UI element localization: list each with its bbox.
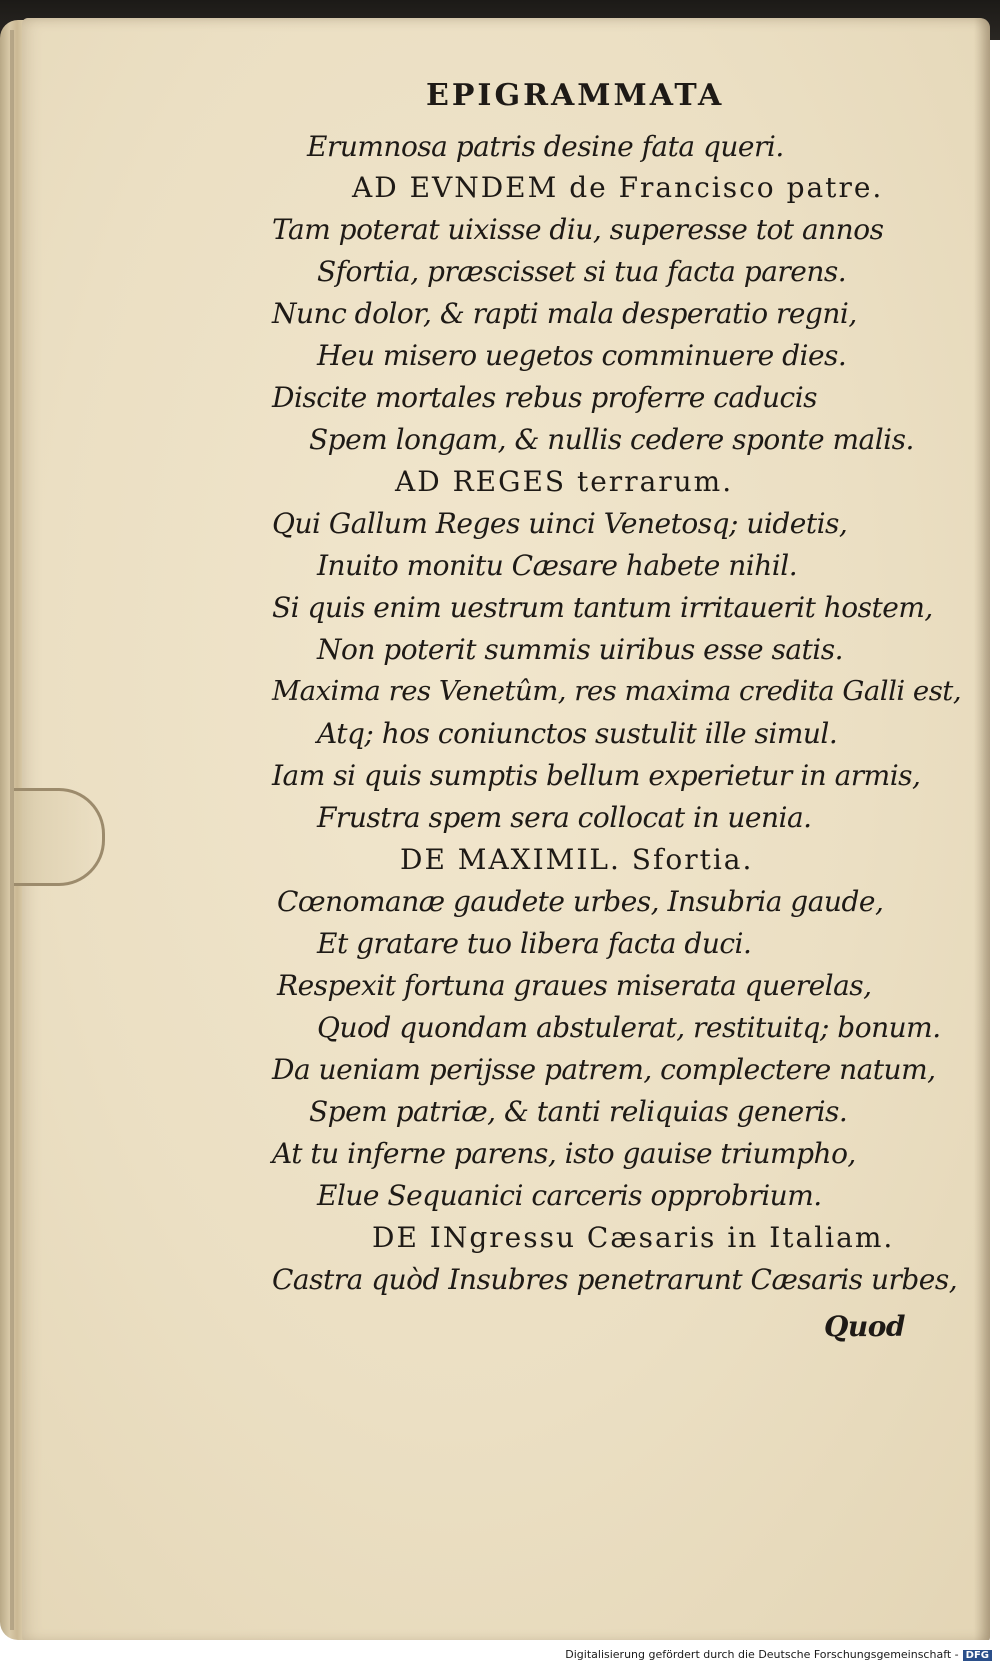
verse-line: Et gratare tuo libera facta duci.	[317, 927, 752, 960]
catchword: Quod	[824, 1310, 906, 1343]
verse-line: Nunc dolor, & rapti mala desperatio regni,	[272, 297, 857, 330]
verse-line: Spem patriæ, & tanti reliquias generis.	[309, 1095, 848, 1128]
verse-line: Sfortia, præscisset si tua facta parens.	[317, 255, 847, 288]
verse-line: Non poterit summis uiribus esse satis.	[317, 633, 843, 666]
verse-line: Erumnosa patris desine fata queri.	[307, 130, 784, 163]
section-heading: AD REGES terrarum.	[395, 465, 734, 498]
verse-line: Maxima res Venetûm, res maxima credita Galli est,	[272, 675, 962, 707]
verse-line: Spem longam, & nullis cedere sponte malis.	[309, 423, 914, 456]
verse-line: Discite mortales rebus proferre caducis	[272, 381, 818, 414]
verse-line: Quod quondam abstulerat, restituitq; bonum.	[317, 1011, 941, 1044]
section-heading: DE INgressu Cæsaris in Italiam.	[372, 1221, 895, 1254]
verse-line: Cœnomanæ gaudete urbes, Insubria gaude,	[277, 885, 884, 918]
verse-line: Castra quòd Insubres penetrarunt Cæsaris urbes,	[272, 1263, 958, 1296]
page-edge-shadow	[974, 18, 990, 1643]
verse-line: Elue Sequanici carceris opprobrium.	[317, 1179, 822, 1212]
verse-line: Inuito monitu Cæsare habete nihil.	[317, 549, 798, 582]
running-head: EPIGRAMMATA	[426, 78, 725, 113]
verse-line: Qui Gallum Reges uinci Venetosq; uidetis,	[272, 507, 848, 540]
verse-line: At tu inferne parens, isto gauise triumpho,	[272, 1137, 856, 1170]
dfg-logo: DFG	[963, 1650, 992, 1661]
verse-line: Iam si quis sumptis bellum experietur in armis,	[272, 759, 921, 792]
verse-line: Tam poterat uixisse diu, superesse tot annos	[272, 213, 884, 246]
verse-line: Da ueniam perijsse patrem, complectere natum,	[272, 1053, 936, 1086]
book-clasp	[14, 788, 105, 886]
verse-line: Respexit fortuna graues miserata querelas,	[277, 969, 872, 1002]
digitization-credit	[565, 1648, 992, 1661]
verse-line: Heu misero uegetos comminuere dies.	[317, 339, 847, 372]
book-page	[22, 18, 990, 1643]
verse-line: Frustra spem sera collocat in uenia.	[317, 801, 812, 834]
section-heading: AD EVNDEM de Francisco patre.	[352, 171, 884, 204]
section-heading: DE MAXIMIL. Sfortia.	[400, 843, 754, 876]
verse-line: Atq; hos coniunctos sustulit ille simul.	[317, 717, 838, 750]
verse-line: Si quis enim uestrum tantum irritauerit hostem,	[272, 591, 933, 624]
credit-text: Digitalisierung gefördert durch die Deutsche Forschungsgemeinschaft -	[565, 1648, 959, 1661]
